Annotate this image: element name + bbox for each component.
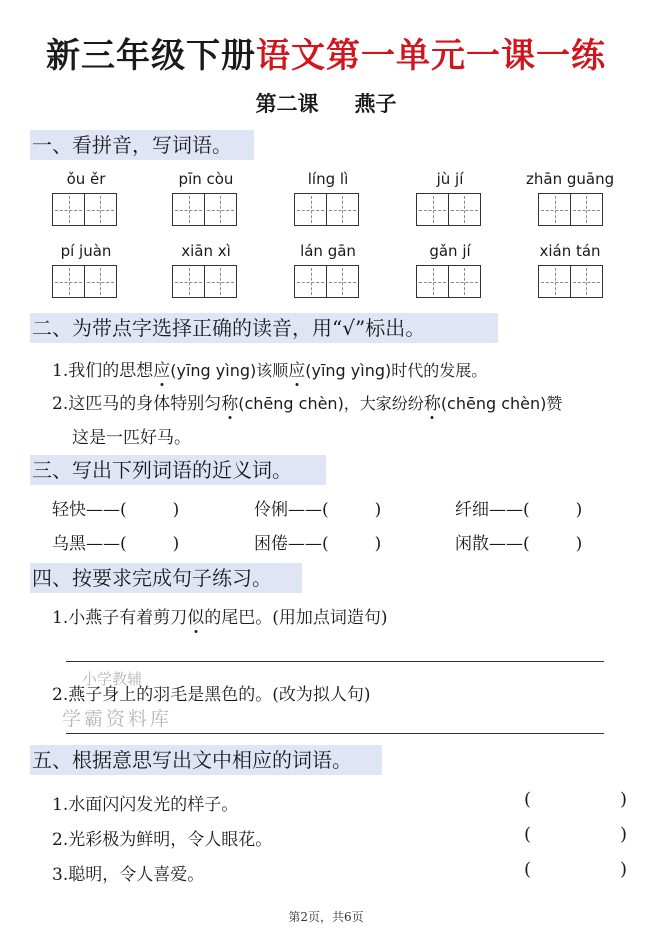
pinyin-label: xián tán [539, 242, 601, 260]
synonym-item[interactable]: 轻快——( ) [52, 500, 180, 520]
synonym-item[interactable]: 困倦——( ) [254, 534, 382, 554]
section4-heading: 四、按要求完成句子练习。 [30, 563, 302, 593]
section5-heading: 五、根据意思写出文中相应的词语。 [30, 745, 382, 775]
writing-grid[interactable] [416, 193, 479, 226]
dotted-char: 应 [153, 361, 171, 381]
writing-grid[interactable] [538, 193, 601, 226]
page-number-footer: 第2页，共6页 [288, 910, 364, 924]
writing-grid[interactable] [538, 265, 601, 298]
watermark-line2: 学霸资料库 [62, 708, 173, 730]
dotted-char: 似 [187, 608, 205, 628]
page-title [0, 28, 652, 77]
answer-paren-open[interactable]: ( [524, 789, 532, 810]
writing-grid[interactable] [416, 265, 479, 298]
answer-paren-open[interactable]: ( [524, 859, 532, 880]
question-line: 2.光彩极为鲜明，令人眼花。 [52, 830, 273, 850]
writing-grid[interactable] [52, 193, 115, 226]
pinyin-label: pīn còu [178, 170, 234, 188]
synonym-item[interactable]: 乌黑——( ) [52, 534, 180, 554]
pinyin-label: lán gān [300, 242, 356, 260]
synonym-item[interactable]: 纤细——( ) [455, 500, 583, 520]
pinyin-label: xiān xì [181, 242, 231, 260]
answer-paren-close: ) [620, 859, 628, 880]
answer-paren-close: ) [620, 789, 628, 810]
writing-grid[interactable] [172, 193, 235, 226]
pinyin-label: jù jí [436, 170, 464, 188]
synonym-item[interactable]: 伶俐——( ) [254, 500, 382, 520]
dotted-char: 称 [221, 394, 239, 414]
pinyin-label: líng lì [307, 170, 349, 188]
section1-heading: 一、看拼音，写词语。 [30, 130, 254, 160]
answer-paren-close: ) [620, 824, 628, 845]
title-black-part: 新三年级下册 [46, 36, 256, 76]
question-line-continued: 这是一匹好马。 [72, 428, 191, 448]
lesson-number: 第二课 [255, 91, 319, 116]
lesson-name: 燕子 [354, 91, 397, 116]
question-line: 1.小燕子有着剪刀似的尾巴。(用加点词造句) [52, 608, 388, 628]
writing-grid[interactable] [294, 193, 357, 226]
pinyin-label: gǎn jí [429, 242, 471, 260]
pinyin-label: pí juàn [60, 242, 112, 260]
question-line: 2.这匹马的身体特别匀称(chēng chèn)，大家纷纷称(chēng chèn)赞 [52, 394, 563, 414]
question-line: 1.我们的思想应(yīng yìng)该顺应(yīng yìng)时代的发展。 [52, 361, 488, 381]
lesson-subtitle [0, 88, 652, 118]
title-red-part: 语文第一单元一课一练 [256, 36, 606, 76]
answer-paren-open[interactable]: ( [524, 824, 532, 845]
question-line: 2.燕子身上的羽毛是黑色的。(改为拟人句) [52, 685, 371, 705]
dotted-char: 称 [423, 394, 441, 414]
question-line: 3.聪明，令人喜爱。 [52, 865, 205, 885]
writing-grid[interactable] [294, 265, 357, 298]
answer-line[interactable] [66, 733, 604, 734]
pinyin-label: zhān guāng [526, 170, 615, 188]
dotted-char: 应 [288, 361, 306, 381]
question-line: 1.水面闪闪发光的样子。 [52, 795, 239, 815]
writing-grid[interactable] [52, 265, 115, 298]
watermark-line1: 小学教辅 [82, 670, 143, 688]
writing-grid[interactable] [172, 265, 235, 298]
answer-line[interactable] [66, 661, 604, 662]
section2-heading: 二、为带点字选择正确的读音，用“√”标出。 [30, 313, 498, 343]
pinyin-label: ǒu ěr [66, 170, 106, 188]
section3-heading: 三、写出下列词语的近义词。 [30, 455, 326, 485]
synonym-item[interactable]: 闲散——( ) [455, 534, 583, 554]
